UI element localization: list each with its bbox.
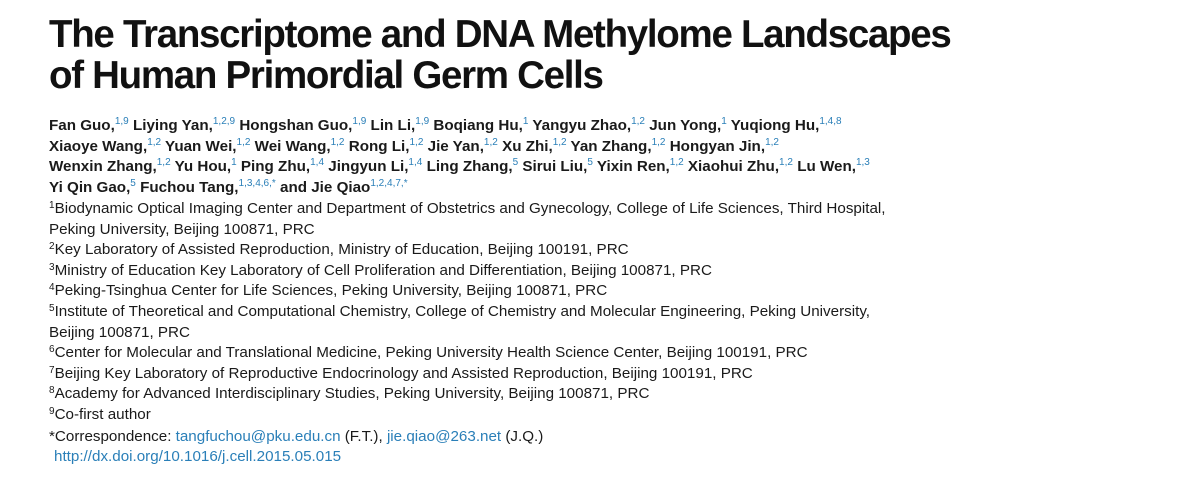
author [797, 158, 870, 175]
title-line-2: of Human Primordial Germ Cells [49, 54, 603, 97]
author-affiliation-superscript[interactable]: 1,2 [779, 157, 793, 168]
author-name: Hongshan Guo, [239, 117, 353, 134]
author [427, 158, 519, 175]
title-line-1: The Transcriptome and DNA Methylome Landscapes [49, 13, 951, 56]
email-link-tang[interactable]: tangfuchou@pku.edu.cn [175, 427, 341, 445]
correspondence-label: *Correspondence: [49, 427, 176, 445]
author-name: Wei Wang, [254, 137, 331, 155]
affiliation-number: 1 [49, 200, 55, 211]
affiliation [49, 384, 1154, 405]
author-affiliation-superscript[interactable]: 1,3 [855, 157, 870, 168]
correspondence [49, 427, 1154, 468]
author-affiliation-superscript[interactable]: 1,2 [631, 116, 645, 127]
author-name: Hongyan Jin, [669, 137, 766, 155]
author [433, 117, 528, 134]
author-affiliation-superscript[interactable]: 1,2 [669, 157, 684, 168]
author [522, 158, 593, 175]
affiliation-number: 9 [49, 405, 55, 417]
affiliation-number: 4 [49, 282, 55, 294]
author [571, 138, 666, 155]
author-name: Ping Zhu, [240, 158, 311, 175]
author [49, 179, 136, 196]
author-name: Jingyun Li, [328, 158, 409, 175]
affiliation-number: 6 [49, 344, 55, 356]
affiliation-text: Peking University, Beijing 100871, PRC [49, 220, 315, 238]
affiliation [49, 220, 1154, 241]
affiliation [49, 343, 1154, 364]
affiliation [49, 261, 1154, 282]
author-name: Yixin Ren, [596, 158, 670, 175]
affiliation-text: Ministry of Education Key Laboratory of Cell Proliferation and Differentiation, Beijing 100871, PRC [54, 261, 712, 279]
author-name: Lin Li, [370, 117, 416, 134]
author-name: Ling Zhang, [426, 158, 513, 175]
affiliation [49, 405, 1154, 426]
affiliation-text: Center for Molecular and Translational Medicine, Peking University Health Science Center, Beijing 100191, PRC [54, 344, 808, 362]
author [140, 179, 276, 196]
author [239, 117, 366, 134]
author [49, 117, 129, 134]
author-affiliation-superscript[interactable]: 1,2 [765, 136, 779, 148]
correspondence-initials-2: (J.Q.) [501, 427, 544, 445]
author-name: Jie Yan, [427, 137, 484, 155]
author [165, 138, 250, 155]
email-link-qiao[interactable]: jie.qiao@263.net [386, 427, 502, 445]
affiliation-text: Institute of Theoretical and Computational Chemistry, College of Chemistry and Molecular Engineering, Peking University, [54, 302, 871, 320]
affiliation [49, 281, 1154, 302]
affiliation-number: 2 [49, 241, 55, 253]
author-name: Boqiang Hu, [433, 117, 523, 134]
affiliation-text: Beijing 100871, PRC [49, 323, 190, 341]
author [280, 179, 408, 196]
author-affiliation-superscript[interactable]: 1,2,4,7,* [370, 177, 408, 189]
author-name: Yu Hou, [174, 158, 232, 175]
author [688, 158, 793, 175]
author-affiliation-superscript[interactable]: 1,9 [114, 116, 129, 127]
author [328, 158, 422, 175]
author-affiliation-superscript[interactable]: 1,9 [352, 116, 367, 127]
author-name: Sirui Liu, [522, 158, 588, 175]
affiliation [49, 302, 1154, 323]
author-name: and Jie Qiao [280, 178, 371, 196]
affiliation-number: 5 [49, 302, 55, 314]
author-name: Yuan Wei, [165, 137, 237, 155]
affiliation-number: 3 [49, 261, 55, 273]
author [255, 138, 345, 155]
affiliation-text: Peking-Tsinghua Center for Life Sciences, Peking University, Beijing 100871, PRC [54, 282, 608, 300]
affiliation [49, 364, 1154, 385]
author-name: Fan Guo, [49, 117, 115, 134]
author-name: Yuqiong Hu, [730, 117, 820, 134]
author-name: Fuchou Tang, [140, 178, 239, 196]
author [428, 138, 498, 155]
author-name: Lu Wen, [797, 158, 856, 175]
author-affiliation-superscript[interactable]: 1,2 [330, 136, 345, 148]
author [133, 117, 235, 134]
affiliation [49, 240, 1154, 261]
author-name: Yangyu Zhao, [532, 117, 632, 134]
author-affiliation-superscript[interactable]: 1,4 [310, 157, 325, 168]
author-affiliation-superscript[interactable]: 1,2 [552, 136, 567, 148]
author [532, 117, 645, 134]
author-line [49, 157, 1154, 178]
author-affiliation-superscript[interactable]: 1,2 [236, 136, 251, 148]
article-title [49, 14, 1154, 96]
author-affiliation-superscript[interactable]: 1,4 [408, 157, 423, 168]
author-name: Rong Li, [348, 137, 410, 155]
affiliation [49, 199, 1154, 220]
affiliation-text: Beijing Key Laboratory of Reproductive Endocrinology and Assisted Reproduction, Beijing 100191, PRC [54, 364, 753, 382]
author [649, 117, 727, 134]
author-affiliation-superscript[interactable]: 1,2 [147, 136, 162, 148]
affiliation-text: Key Laboratory of Assisted Reproduction, Ministry of Education, Beijing 100191, PRC [54, 241, 629, 259]
author-name: Xiaohui Zhu, [687, 158, 780, 175]
author [241, 158, 324, 175]
author-line [49, 137, 1154, 158]
author-affiliation-superscript[interactable]: 1,3,4,6,* [238, 177, 276, 189]
author-affiliation-superscript[interactable]: 5 [512, 157, 519, 168]
author-line [49, 178, 1154, 199]
author [49, 158, 171, 175]
author-name: Xu Zhi, [502, 137, 553, 155]
author-affiliation-superscript[interactable]: 1 [231, 157, 237, 168]
author [371, 117, 430, 134]
author-list [49, 116, 1154, 198]
author [175, 158, 237, 175]
author-affiliation-superscript[interactable]: 1,2 [156, 157, 171, 168]
author-affiliation-superscript[interactable]: 1,2 [409, 136, 424, 148]
correspondence-initials-1: (F.T.), [340, 427, 387, 445]
author-name: Yi Qin Gao, [49, 178, 131, 196]
author-affiliation-superscript[interactable]: 1,2,9 [212, 116, 236, 127]
affiliation [49, 323, 1154, 344]
author-line [49, 116, 1154, 137]
author-affiliation-superscript[interactable]: 5 [587, 157, 593, 168]
affiliation-number: 8 [49, 385, 55, 397]
author [731, 117, 842, 134]
author [597, 158, 684, 175]
author-name: Wenxin Zhang, [49, 158, 157, 175]
author-affiliation-superscript[interactable]: 1,2 [651, 136, 666, 148]
doi-link[interactable]: http://dx.doi.org/10.1016/j.cell.2015.05.015 [54, 448, 342, 466]
affiliation-number: 7 [49, 364, 55, 376]
author [502, 138, 567, 155]
affiliation-list [49, 199, 1154, 426]
author-affiliation-superscript[interactable]: 1 [522, 116, 529, 127]
author [349, 138, 424, 155]
author-name: Liying Yan, [132, 117, 213, 134]
author-name: Yan Zhang, [570, 137, 652, 155]
author-name: Xiaoye Wang, [49, 137, 148, 155]
author-affiliation-superscript[interactable]: 1,9 [415, 116, 430, 127]
author-affiliation-superscript[interactable]: 1 [721, 116, 727, 127]
author-affiliation-superscript[interactable]: 1,4,8 [819, 116, 842, 127]
author-affiliation-superscript[interactable]: 5 [130, 177, 136, 189]
affiliation-text: Co-first author [54, 405, 151, 423]
affiliation-text: Biodynamic Optical Imaging Center and Department of Obstetrics and Gynecology, College of Life Sciences, Third Hospital, [54, 200, 886, 217]
author-affiliation-superscript[interactable]: 1,2 [483, 136, 498, 148]
author [49, 138, 161, 155]
author [670, 138, 779, 155]
author-name: Jun Yong, [649, 117, 722, 134]
affiliation-text: Academy for Advanced Interdisciplinary Studies, Peking University, Beijing 100871, PRC [54, 385, 650, 403]
